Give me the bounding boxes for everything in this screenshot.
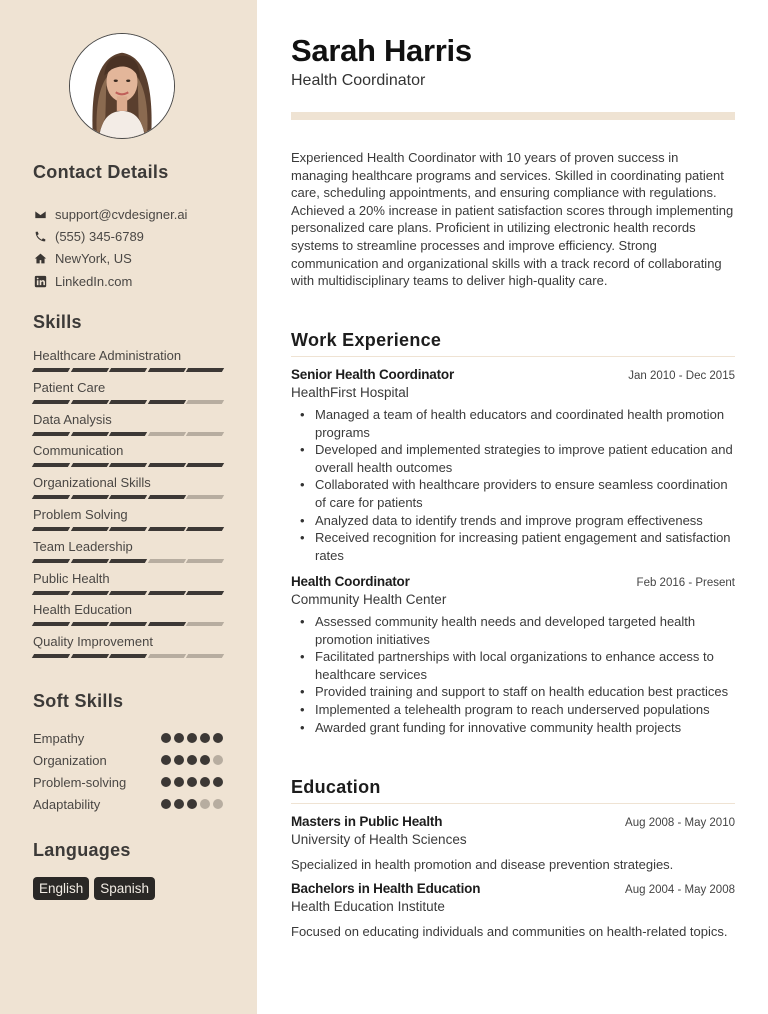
education-entry — [291, 814, 735, 874]
job-entry — [291, 574, 735, 736]
education-dates: Aug 2004 - May 2008 — [625, 884, 735, 896]
linkedin-icon — [33, 274, 47, 288]
job-bullet: • Implemented a telehealth program to reach underserved populations — [291, 701, 735, 719]
education-description: Specialized in health promotion and disease prevention strategies. — [291, 857, 674, 872]
skills-heading: Skills — [33, 312, 82, 332]
skill-level-segment — [186, 463, 224, 467]
language-badge: English — [33, 877, 89, 900]
skill-level-segment — [32, 432, 70, 436]
contact-location — [33, 248, 187, 270]
rating-dot-icon — [200, 777, 210, 787]
skill-level-segment — [147, 622, 185, 626]
skill-item — [33, 379, 228, 411]
skill-level-segment — [32, 400, 70, 404]
skill-level-segment — [70, 463, 108, 467]
skill-level-segment — [70, 495, 108, 499]
skill-label: Team Leadership — [33, 538, 133, 554]
job-bullet: • Analyzed data to identify trends and improve program effectiveness — [291, 512, 735, 530]
skill-level-segment — [147, 654, 185, 658]
skill-level-segment — [147, 591, 185, 595]
soft-skills-heading: Soft Skills — [33, 691, 124, 711]
job-dates: Feb 2016 - Present — [636, 577, 735, 589]
profile-summary: Experienced Health Coordinator with 10 years of proven success in managing healthcare programs and services. Skilled in coordinating patient care, scheduling appointments, and ensuring compliance with regulations. Achieved a 20% increase in patient satisfaction scores through implementing personalized care plans. Proficient in utilizing electronic health records systems to streamline processes and improve efficiency. Strong communication and organizational skills with a track record of collaborating with multidisciplinary teams to deliver high-quality care. — [291, 150, 734, 289]
skills-list — [33, 347, 228, 665]
language-badge: Spanish — [94, 877, 155, 900]
soft-skill-item — [33, 727, 223, 749]
skill-level-segment — [109, 495, 147, 499]
job-bullet: • Managed a team of health educators and coordinated health promotion programs — [291, 406, 735, 441]
degree: Bachelors in Health Education — [291, 881, 481, 896]
rating-dot-icon — [213, 799, 223, 809]
rating-dot-icon — [161, 755, 171, 765]
rating-dot-icon — [187, 755, 197, 765]
contact-phone-text: (555) 345-6789 — [55, 228, 144, 244]
contact-email[interactable] — [33, 203, 187, 225]
soft-skill-rating — [161, 755, 223, 765]
skill-level-segment — [109, 368, 147, 372]
skill-level-meter — [33, 432, 228, 436]
skill-level-segment — [109, 654, 147, 658]
contact-details-heading: Contact Details — [33, 162, 169, 182]
rating-dot-icon — [174, 755, 184, 765]
skill-item — [33, 570, 228, 602]
skill-label: Communication — [33, 443, 124, 459]
contact-list — [33, 203, 187, 292]
skill-item — [33, 411, 228, 443]
skill-level-segment — [32, 495, 70, 499]
skill-level-meter — [33, 527, 228, 531]
skill-level-segment — [109, 527, 147, 531]
skill-level-segment — [70, 527, 108, 531]
skill-label: Problem Solving — [33, 506, 128, 522]
candidate-name: Sarah Harris — [291, 33, 472, 68]
sidebar — [0, 0, 257, 1014]
job-bullet: • Facilitated partnerships with local organizations to enhance access to healthcare services — [291, 648, 735, 683]
skill-level-segment — [186, 559, 224, 563]
skill-level-meter — [33, 400, 228, 404]
envelope-icon — [33, 207, 47, 221]
skill-level-segment — [147, 368, 185, 372]
languages-list — [33, 877, 155, 900]
skill-level-meter — [33, 654, 228, 658]
languages-heading: Languages — [33, 840, 131, 860]
skill-level-segment — [147, 432, 185, 436]
skill-level-segment — [32, 368, 70, 372]
job-bullet: • Developed and implemented strategies to improve patient education and overall health outcomes — [291, 441, 735, 476]
skill-item — [33, 442, 228, 474]
rating-dot-icon — [213, 733, 223, 743]
job-bullet: • Provided training and support to staff on health education best practices — [291, 683, 735, 701]
avatar — [69, 33, 175, 139]
education-heading: Education — [291, 777, 381, 797]
job-bullets — [291, 613, 735, 736]
school: Health Education Institute — [291, 899, 445, 914]
soft-skill-item — [33, 793, 223, 815]
contact-email-text: support@cvdesigner.ai — [55, 206, 188, 222]
skill-label: Healthcare Administration — [33, 348, 182, 363]
skill-level-segment — [186, 654, 224, 658]
skill-label: Data Analysis — [33, 411, 112, 427]
school: University of Health Sciences — [291, 832, 467, 847]
contact-phone[interactable] — [33, 225, 187, 247]
skill-level-segment — [70, 591, 108, 595]
skill-level-segment — [186, 368, 224, 372]
skill-level-segment — [109, 559, 147, 563]
soft-skill-rating — [161, 777, 223, 787]
home-icon — [33, 252, 47, 266]
skill-level-segment — [147, 495, 185, 499]
skill-level-segment — [70, 654, 108, 658]
skill-level-segment — [186, 622, 224, 626]
job-bullet: • Received recognition for increasing patient engagement and satisfaction rates — [291, 529, 735, 564]
skill-label: Quality Improvement — [33, 634, 153, 650]
skill-level-segment — [32, 622, 70, 626]
rating-dot-icon — [174, 799, 184, 809]
skill-level-segment — [32, 527, 70, 531]
rating-dot-icon — [187, 799, 197, 809]
skill-level-meter — [33, 559, 228, 563]
rating-dot-icon — [200, 733, 210, 743]
job-company: HealthFirst Hospital — [291, 385, 409, 400]
rating-dot-icon — [161, 777, 171, 787]
education-description: Focused on educating individuals and communities on health-related topics. — [291, 924, 728, 939]
soft-skill-rating — [161, 733, 223, 743]
soft-skill-label: Organization — [33, 752, 107, 768]
skill-level-segment — [32, 591, 70, 595]
skill-level-segment — [109, 463, 147, 467]
job-company: Community Health Center — [291, 592, 447, 607]
work-experience-heading: Work Experience — [291, 330, 442, 350]
skill-label: Health Education — [33, 602, 133, 618]
main-content — [257, 0, 768, 1014]
skill-item — [33, 474, 228, 506]
skill-label: Patient Care — [33, 379, 106, 395]
rating-dot-icon — [200, 799, 210, 809]
candidate-title: Health Coordinator — [291, 72, 426, 89]
soft-skill-item — [33, 771, 223, 793]
skill-level-segment — [32, 654, 70, 658]
degree: Masters in Public Health — [291, 814, 443, 829]
job-role: Senior Health Coordinator — [291, 367, 455, 382]
rating-dot-icon — [161, 799, 171, 809]
job-bullet: • Assessed community health needs and developed targeted health promotion initiatives — [291, 613, 735, 648]
skill-level-segment — [147, 463, 185, 467]
skill-item — [33, 506, 228, 538]
soft-skill-label: Empathy — [33, 730, 85, 746]
soft-skills-list — [33, 727, 223, 815]
job-entry — [291, 367, 735, 564]
header-divider — [291, 112, 735, 120]
skill-level-meter — [33, 463, 228, 467]
contact-linkedin-text: LinkedIn.com — [55, 273, 133, 289]
skill-level-segment — [70, 559, 108, 563]
rating-dot-icon — [200, 755, 210, 765]
skill-level-segment — [186, 591, 224, 595]
skill-item — [33, 633, 228, 665]
skill-level-segment — [70, 622, 108, 626]
skill-level-segment — [186, 495, 224, 499]
rating-dot-icon — [213, 777, 223, 787]
skill-level-segment — [186, 400, 224, 404]
rating-dot-icon — [213, 755, 223, 765]
rating-dot-icon — [174, 777, 184, 787]
skill-label: Organizational Skills — [33, 475, 151, 491]
skill-label: Public Health — [33, 570, 110, 586]
skill-level-meter — [33, 622, 228, 626]
rating-dot-icon — [174, 733, 184, 743]
skill-item — [33, 601, 228, 633]
phone-icon — [33, 229, 47, 243]
skill-level-segment — [186, 432, 224, 436]
soft-skill-label: Problem-solving — [33, 774, 127, 790]
job-role: Health Coordinator — [291, 574, 410, 589]
job-dates: Jan 2010 - Dec 2015 — [628, 370, 735, 382]
job-bullets — [291, 406, 735, 564]
skill-level-meter — [33, 495, 228, 499]
skill-item — [33, 347, 228, 379]
skill-level-segment — [109, 432, 147, 436]
contact-linkedin[interactable] — [33, 270, 187, 292]
soft-skill-label: Adaptability — [33, 796, 101, 812]
soft-skill-item — [33, 749, 223, 771]
job-bullet: • Awarded grant funding for innovative community health projects — [291, 719, 735, 737]
skill-level-segment — [109, 591, 147, 595]
rating-dot-icon — [187, 733, 197, 743]
education-dates: Aug 2008 - May 2010 — [625, 817, 735, 829]
education-entry — [291, 881, 735, 941]
skill-level-segment — [32, 559, 70, 563]
skill-level-segment — [70, 368, 108, 372]
soft-skill-rating — [161, 799, 223, 809]
rating-dot-icon — [187, 777, 197, 787]
skill-level-segment — [186, 527, 224, 531]
skill-level-segment — [147, 400, 185, 404]
job-bullet: • Collaborated with healthcare providers to ensure seamless coordination of care for patients — [291, 476, 735, 511]
skill-level-segment — [109, 400, 147, 404]
skill-level-segment — [147, 527, 185, 531]
rating-dot-icon — [161, 733, 171, 743]
skill-level-segment — [109, 622, 147, 626]
skill-level-meter — [33, 368, 228, 372]
skill-item — [33, 538, 228, 570]
skill-level-segment — [70, 432, 108, 436]
contact-location-text: NewYork, US — [55, 251, 132, 267]
skill-level-segment — [32, 463, 70, 467]
skill-level-segment — [70, 400, 108, 404]
skill-level-meter — [33, 591, 228, 595]
skill-level-segment — [147, 559, 185, 563]
profile-photo-icon — [70, 34, 174, 138]
work-experience-divider — [291, 356, 735, 357]
education-divider — [291, 803, 735, 804]
